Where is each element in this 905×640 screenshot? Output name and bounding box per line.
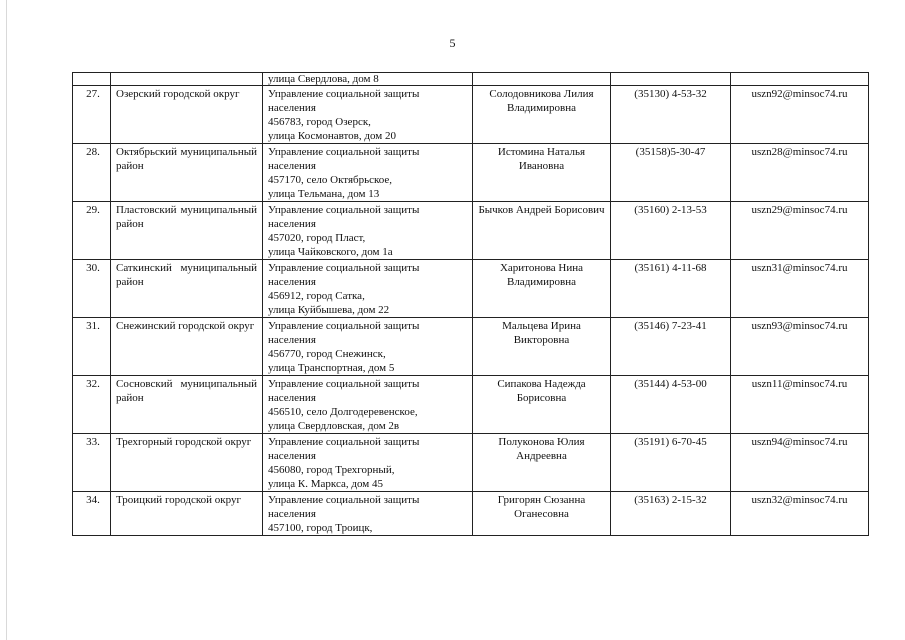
row-number: 29.	[73, 202, 111, 260]
cell-email	[731, 73, 869, 86]
department-address	[263, 202, 473, 260]
phone-number: (35146) 7-23-41	[611, 318, 731, 376]
address-postal: 457170, село Октябрьское,	[268, 174, 393, 186]
email-address: uszn92@minsoc74.ru	[731, 86, 869, 144]
cell-phone	[611, 73, 731, 86]
row-number: 28.	[73, 144, 111, 202]
scan-edge-line	[6, 0, 7, 640]
phone-number: (35158)5-30-47	[611, 144, 731, 202]
head-name: Солодовникова Лилия Владимировна	[473, 86, 611, 144]
department-name: Управление социальной защиты населения	[268, 378, 420, 404]
department-name: Управление социальной защиты населения	[268, 494, 420, 520]
cell-address	[263, 73, 473, 86]
row-number: 33.	[73, 434, 111, 492]
email-address: uszn94@minsoc74.ru	[731, 434, 869, 492]
table-row	[73, 434, 869, 492]
head-name: Харитонова Нина Владимировна	[473, 260, 611, 318]
address-street: улица Транспортная, дом 5	[268, 362, 395, 374]
continuation-row	[73, 73, 869, 86]
page-number: 5	[449, 36, 456, 50]
phone-number: (35144) 4-53-00	[611, 376, 731, 434]
district-name: Пластовский муниципальный район	[111, 202, 263, 260]
row-number: 31.	[73, 318, 111, 376]
row-number: 30.	[73, 260, 111, 318]
address-postal: 456510, село Долгодеревенское,	[268, 406, 418, 418]
table-row	[73, 492, 869, 536]
department-address	[263, 144, 473, 202]
district-name: Октябрьский муниципальный район	[111, 144, 263, 202]
department-name: Управление социальной защиты населения	[268, 204, 420, 230]
email-address: uszn28@minsoc74.ru	[731, 144, 869, 202]
address-street: улица Свердловская, дом 2в	[268, 420, 400, 432]
district-name: Снежинский городской округ	[111, 318, 263, 376]
email-address: uszn93@minsoc74.ru	[731, 318, 869, 376]
cell-head	[473, 73, 611, 86]
phone-number: (35163) 2-15-32	[611, 492, 731, 536]
phone-number: (35130) 4-53-32	[611, 86, 731, 144]
department-address	[263, 492, 473, 536]
head-name: Бычков Андрей Борисович	[473, 202, 611, 260]
department-name: Управление социальной защиты населения	[268, 262, 420, 288]
head-name: Полуконова Юлия Андреевна	[473, 434, 611, 492]
phone-number: (35191) 6-70-45	[611, 434, 731, 492]
phone-number: (35161) 4-11-68	[611, 260, 731, 318]
table-row	[73, 202, 869, 260]
row-number: 34.	[73, 492, 111, 536]
district-name: Трехгорный городской округ	[111, 434, 263, 492]
email-address: uszn31@minsoc74.ru	[731, 260, 869, 318]
address-street: улица Тельмана, дом 13	[268, 188, 380, 200]
address-street: улица Космонавтов, дом 20	[268, 130, 396, 142]
department-name: Управление социальной защиты населения	[268, 146, 420, 172]
contacts-table	[72, 72, 869, 536]
row-number: 32.	[73, 376, 111, 434]
department-address	[263, 318, 473, 376]
table-row	[73, 376, 869, 434]
table-row	[73, 144, 869, 202]
address-postal: 456770, город Снежинск,	[268, 348, 386, 360]
head-name: Григорян Сюзанна Оганесовна	[473, 492, 611, 536]
department-address	[263, 260, 473, 318]
address-postal: 457100, город Троицк,	[268, 522, 373, 534]
email-address: uszn11@minsoc74.ru	[731, 376, 869, 434]
department-name: Управление социальной защиты населения	[268, 88, 420, 114]
department-name: Управление социальной защиты населения	[268, 436, 420, 462]
head-name: Истомина Наталья Ивановна	[473, 144, 611, 202]
district-name: Озерский городской округ	[111, 86, 263, 144]
email-address: uszn32@minsoc74.ru	[731, 492, 869, 536]
head-name: Мальцева Ирина Викторовна	[473, 318, 611, 376]
district-name: Троицкий городской округ	[111, 492, 263, 536]
address-street: улица Куйбышева, дом 22	[268, 304, 390, 316]
phone-number: (35160) 2-13-53	[611, 202, 731, 260]
head-name: Сипакова Надежда Борисовна	[473, 376, 611, 434]
address-street: улица Чайковского, дом 1а	[268, 246, 393, 258]
department-address	[263, 376, 473, 434]
table-body	[73, 73, 869, 536]
address-postal: 456080, город Трехгорный,	[268, 464, 395, 476]
address-postal: 457020, город Пласт,	[268, 232, 366, 244]
department-name: Управление социальной защиты населения	[268, 320, 420, 346]
district-name: Сосновский муниципальный район	[111, 376, 263, 434]
row-number: 27.	[73, 86, 111, 144]
department-address	[263, 86, 473, 144]
cell-district	[111, 73, 263, 86]
table-row	[73, 86, 869, 144]
address-street: улица К. Маркса, дом 45	[268, 478, 383, 490]
district-name: Саткинский муниципальный район	[111, 260, 263, 318]
email-address: uszn29@minsoc74.ru	[731, 202, 869, 260]
address-street: улица Свердлова, дом 8	[268, 73, 379, 85]
table-row	[73, 318, 869, 376]
address-postal: 456783, город Озерск,	[268, 116, 371, 128]
address-postal: 456912, город Сатка,	[268, 290, 365, 302]
table-row	[73, 260, 869, 318]
cell-num	[73, 73, 111, 86]
department-address	[263, 434, 473, 492]
